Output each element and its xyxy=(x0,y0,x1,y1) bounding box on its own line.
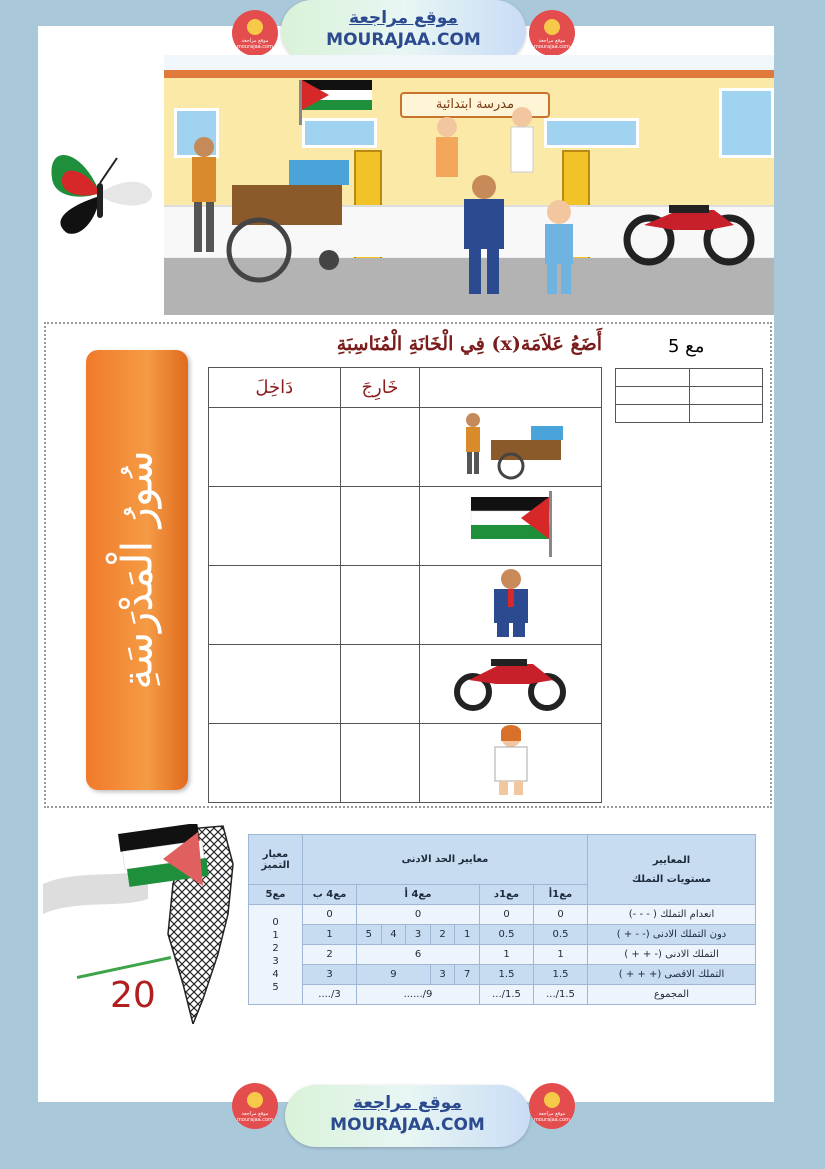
answer-cell-outside[interactable] xyxy=(340,645,420,724)
site-logo-right-top: موقع مراجعة mourajaa.com xyxy=(529,10,575,56)
sub-m4b: مع4 ب xyxy=(303,885,357,905)
col-picture xyxy=(420,368,602,408)
site-logo-right-bottom: موقع مراجعة mourajaa.com xyxy=(529,1083,575,1129)
principal-icon xyxy=(420,566,602,645)
school-sign: مدرسة ابتدائية xyxy=(400,92,550,118)
answer-cell-outside[interactable] xyxy=(340,408,420,487)
site-name-arabic: موقع مراجعة xyxy=(349,8,458,28)
answer-cell-inside[interactable] xyxy=(209,724,341,803)
palestine-butterfly-icon xyxy=(42,138,160,238)
motorcycle-icon xyxy=(420,645,602,724)
palestine-flag-icon xyxy=(420,487,602,566)
levels-header: مستويات التملك xyxy=(631,873,712,885)
lesson-title-tab xyxy=(86,350,188,790)
scene-figures xyxy=(164,55,774,315)
table-row: التملك الاقصى (+ + + ) 1.5 1.5 7 3 9 3 xyxy=(249,965,756,985)
answer-cell-outside[interactable] xyxy=(340,724,420,803)
answer-cell-inside[interactable] xyxy=(209,566,341,645)
table-row xyxy=(209,645,602,724)
criteria-header: المعايير xyxy=(652,854,691,866)
lesson-title: سُورُ الْمَدْرَسَةِ xyxy=(112,450,162,690)
table-row: دون التملك الادنى (- - + ) 0.5 0.5 1 2 3 4 5 1 xyxy=(249,925,756,945)
watermark-banner-bottom[interactable] xyxy=(285,1085,530,1147)
answer-cell-inside[interactable] xyxy=(209,645,341,724)
answer-cell-outside[interactable] xyxy=(340,566,420,645)
table-row: المجموع 1.5/... 1.5/... 9/...... 3/.... xyxy=(249,985,756,1005)
table-row xyxy=(209,408,602,487)
score-total: 20 xyxy=(110,975,156,1016)
table-row: انعدام التملك ( - - -) 0 0 0 0 0 1 2 3 4 5 xyxy=(249,905,756,925)
site-logo-left-top: موقع مراجعة mourajaa.com xyxy=(232,10,278,56)
col-inside: دَاخِلَ xyxy=(209,368,341,408)
doctor-icon xyxy=(420,724,602,803)
excellence-scale: 0 1 2 3 4 5 xyxy=(249,905,303,1005)
answer-cell-inside[interactable] xyxy=(209,408,341,487)
col-outside: خَارِجَ xyxy=(340,368,420,408)
answer-cell-outside[interactable] xyxy=(340,487,420,566)
exercise-instruction: أَضَعُ عَلاَمَة(x) فِي الْخَانَةِ الْمُنَاسِبَةِ xyxy=(336,333,602,355)
site-name-latin: MOURAJAA.COM xyxy=(326,30,481,50)
sub-m4a: مع4 أ xyxy=(357,885,480,905)
sub-m1a: مع1أ xyxy=(534,885,588,905)
table-row xyxy=(209,487,602,566)
sub-m5: مع5 xyxy=(249,885,303,905)
table-row: التملك الادنى (- + + ) 1 1 6 2 xyxy=(249,945,756,965)
site-logo-left-bottom: موقع مراجعة mourajaa.com xyxy=(232,1083,278,1129)
sub-m1d: مع1د xyxy=(480,885,534,905)
criteria-table xyxy=(248,834,756,1005)
table-row xyxy=(209,566,602,645)
answer-cell-inside[interactable] xyxy=(209,487,341,566)
criterion5-box xyxy=(615,368,763,423)
school-scene-illustration xyxy=(164,55,774,315)
vendor-cart-icon xyxy=(420,408,602,487)
site-name-arabic: موقع مراجعة xyxy=(353,1093,462,1113)
table-row xyxy=(209,724,602,803)
min-criteria-header: معايير الحد الادنى xyxy=(303,835,588,885)
site-name-latin: MOURAJAA.COM xyxy=(330,1115,485,1135)
criterion5-label: مع 5 xyxy=(668,336,705,357)
excellence-header: معيار التميز xyxy=(249,835,303,885)
watermark-banner-top[interactable] xyxy=(281,0,526,62)
classification-table xyxy=(208,367,602,803)
